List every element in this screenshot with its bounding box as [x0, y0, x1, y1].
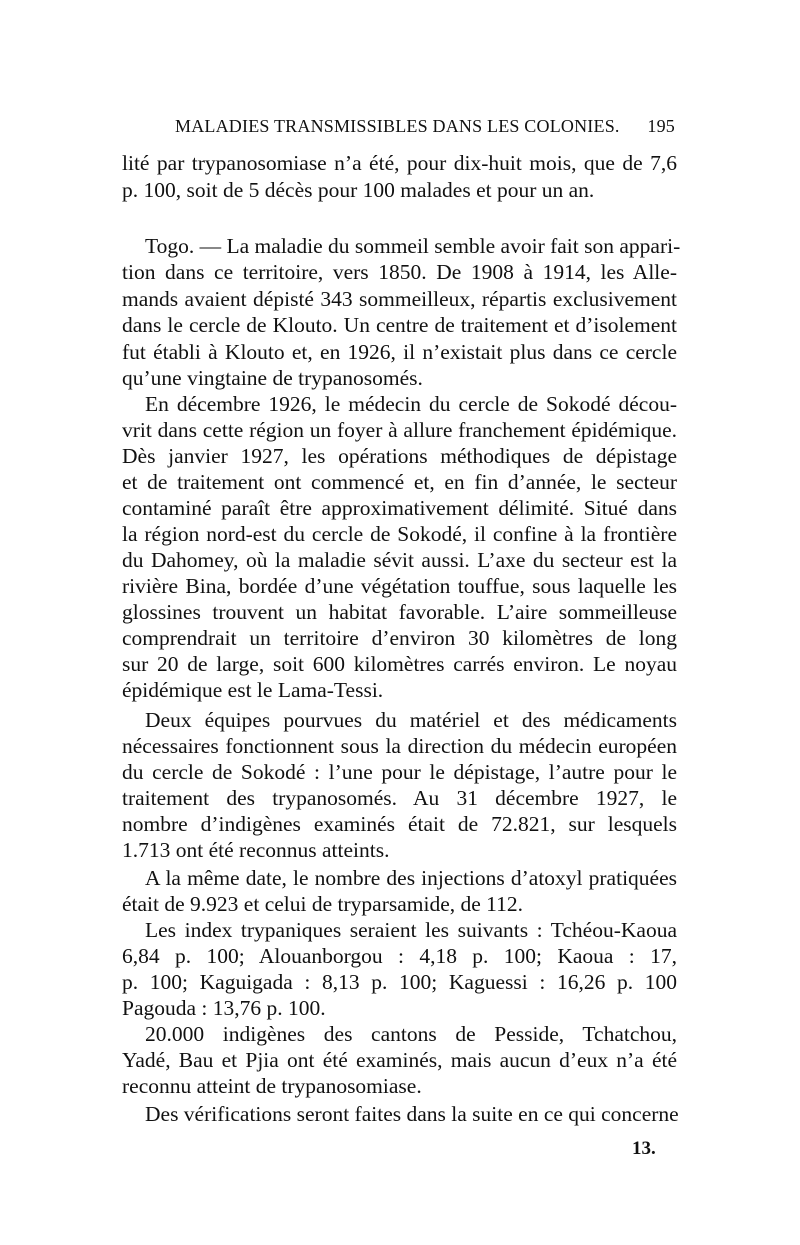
- text-line: lité par trypanosomiase n’a été, pour dix-huit mois, que de 7,6: [122, 151, 677, 175]
- text-line: p. 100; Kaguigada : 8,13 p. 100; Kaguessi : 16,26 p. 100: [122, 970, 677, 994]
- text-line: Des vérifications seront faites dans la suite en ce qui concerne: [145, 1102, 679, 1126]
- text-line: la région nord-est du cercle de Sokodé, il confine à la frontière: [122, 522, 677, 546]
- text-line: fut établi à Klouto et, en 1926, il n’existait plus dans ce cercle: [122, 340, 677, 364]
- text-line: du cercle de Sokodé : l’une pour le dépistage, l’autre pour le: [122, 760, 677, 784]
- text-line: A la même date, le nombre des injections d’atoxyl pratiquées: [145, 866, 677, 890]
- text-line: Dès janvier 1927, les opérations méthodiques de dépistage: [122, 444, 677, 468]
- text-line: tion dans ce territoire, vers 1850. De 1908 à 1914, les Alle-: [122, 260, 677, 284]
- text-line: contaminé paraît être approximativement délimité. Situé dans: [122, 496, 677, 520]
- text-line: et de traitement ont commencé et, en fin d’année, le secteur: [122, 470, 677, 494]
- text-line: 20.000 indigènes des cantons de Pesside, Tchatchou,: [145, 1022, 677, 1046]
- text-line: Togo. — La maladie du sommeil semble avoir fait son appari-: [145, 234, 681, 258]
- text-line: Les index trypaniques seraient les suivants : Tchéou-Kaoua: [145, 918, 677, 942]
- text-line: p. 100, soit de 5 décès pour 100 malades et pour un an.: [122, 178, 595, 202]
- text-line: sur 20 de large, soit 600 kilomètres carrés environ. Le noyau: [122, 652, 677, 676]
- text-line: épidémique est le Lama-Tessi.: [122, 678, 384, 702]
- text-line: du Dahomey, où la maladie sévit aussi. L’axe du secteur est la: [122, 548, 677, 572]
- text-line: Pagouda : 13,76 p. 100.: [122, 996, 326, 1020]
- running-title: MALADIES TRANSMISSIBLES DANS LES COLONIES.: [175, 116, 620, 136]
- text-line: dans le cercle de Klouto. Un centre de traitement et d’isolement: [122, 313, 677, 337]
- text-line: 1.713 ont été reconnus atteints.: [122, 838, 390, 862]
- text-line: qu’une vingtaine de trypanosomés.: [122, 366, 423, 390]
- text-line: vrit dans cette région un foyer à allure franchement épidémique.: [122, 418, 677, 442]
- text-line: Deux équipes pourvues du matériel et des médicaments: [145, 708, 677, 732]
- text-line: Yadé, Bau et Pjia ont été examinés, mais aucun d’eux n’a été: [122, 1048, 677, 1072]
- text-line: reconnu atteint de trypanosomiase.: [122, 1074, 422, 1098]
- text-line: glossines trouvent un habitat favorable. L’aire sommeilleuse: [122, 600, 677, 624]
- text-line: nécessaires fonctionnent sous la direction du médecin européen: [122, 734, 677, 758]
- text-line: traitement des trypanosomés. Au 31 décembre 1927, le: [122, 786, 677, 810]
- text-line: comprendrait un territoire d’environ 30 kilomètres de long: [122, 626, 677, 650]
- text-line: rivière Bina, bordée d’une végétation touffue, sous laquelle les: [122, 574, 677, 598]
- running-header: [175, 116, 675, 140]
- text-line: mands avaient dépisté 343 sommeilleux, répartis exclusivement: [122, 287, 677, 311]
- text-line: 6,84 p. 100; Alouanborgou : 4,18 p. 100; Kaoua : 17,: [122, 944, 677, 968]
- text-line: était de 9.923 et celui de tryparsamide, de 112.: [122, 892, 523, 916]
- signature-mark: 13.: [632, 1138, 656, 1159]
- page-number: 195: [647, 116, 675, 136]
- text-line: nombre d’indigènes examinés était de 72.821, sur lesquels: [122, 812, 677, 836]
- text-line: En décembre 1926, le médecin du cercle de Sokodé décou-: [145, 392, 677, 416]
